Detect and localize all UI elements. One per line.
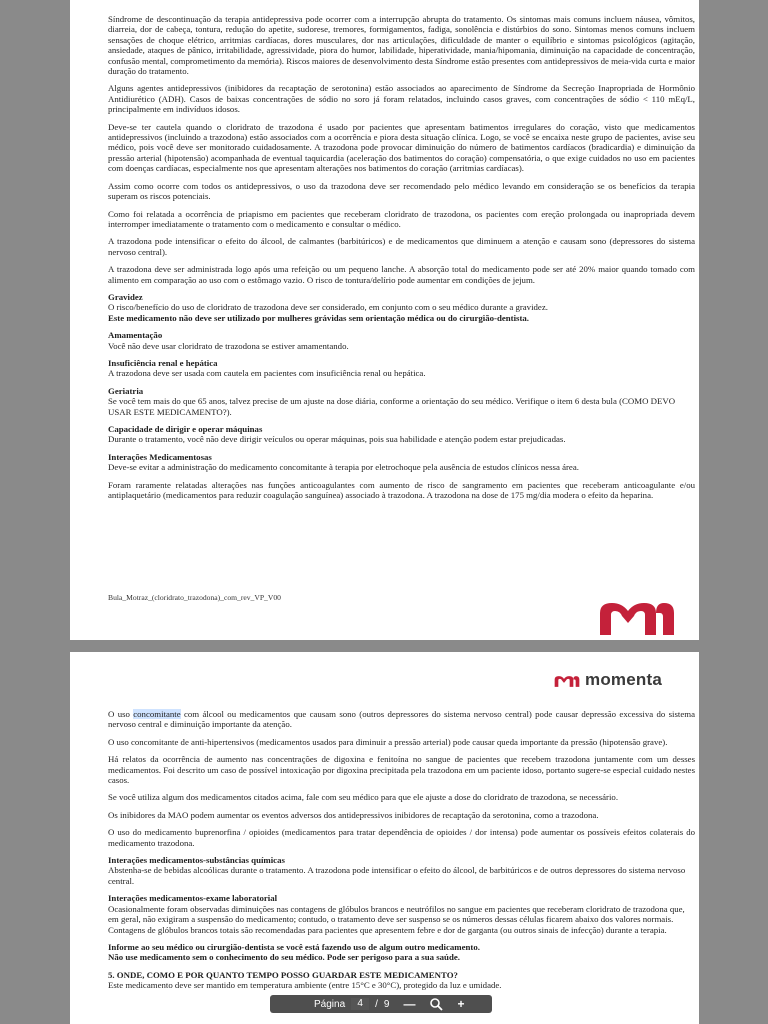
paragraph-meal: A trazodona deve ser administrada logo após uma refeição ou um pequeno lanche. A absorção total do medicamento pode ser até 20% maior quando tomado com alimento em comparação ao uso com o estômago vazio. O risco de tontura/delírio pode aumentar em condições de jejum.: [108, 264, 695, 285]
text-geriatria: Se você tem mais do que 65 anos, talvez precise de um ajuste na dose diária, conforme a orientação do seu médico. Verifique o item 6 desta bula (COMO DEVO USAR ESTE MEDICAMENTO?).: [108, 396, 676, 417]
heading-insuficiencia: Insuficiência renal e hepática: [108, 357, 218, 368]
paragraph-mao: Os inibidores da MAO podem aumentar os eventos adversos dos antidepressivos inibidores de recaptação da serotonina, como a trazodona.: [108, 809, 599, 820]
paragraph-anticoagulant: Foram raramente relatadas alterações nas funções anticoagulantes com aumento de risco de sangramento em pacientes que receberam anticoagulante e/ou antiplaquetário (medicamentos para reduzir coagulação sanguínea) associado à trazodona. A trazodona na dose de 175 mg/dia modera o efeito da heparina.: [108, 479, 695, 501]
paragraph-antihypertensive: O uso concomitante de anti-hipertensivos (medicamentos usados para diminuir a pressão arterial) pode causar queda importante da pressão (hipotensão grave).: [108, 736, 668, 747]
text-interacoes: Deve-se evitar a administração do medicamento concomitante à terapia por eletrochoque pela ausência de estudos clínicos nessa área.: [108, 462, 579, 473]
text-insuficiencia: A trazodona deve ser usada com cautela em pacientes com insuficiência renal ou hepática.: [108, 368, 426, 379]
section-warnings: [108, 942, 695, 963]
section-substances: [108, 855, 695, 886]
page-2-content: [108, 709, 695, 991]
section-amamentacao: [108, 330, 695, 351]
document-page-2: [70, 652, 699, 1024]
section-interacoes: [108, 452, 695, 473]
heading-interacoes: Interações Medicamentosas: [108, 451, 212, 462]
page-separator: /: [375, 998, 378, 1010]
section-gravidez: [108, 292, 695, 323]
footer-filename: Bula_Motraz_(cloridrato_trazodona)_com_rev_VP_V00: [108, 593, 281, 602]
warning-gravidez: Este medicamento não deve ser utilizado por mulheres grávidas sem orientação médica ou do cirurgião-dentista.: [108, 312, 529, 323]
heading-amamentacao: Amamentação: [108, 330, 163, 341]
paragraph-alcohol-concomitant: [108, 709, 695, 730]
paragraph-alcohol: A trazodona pode intensificar o efeito do álcool, de calmantes (barbitúricos) e de medicamentos que diminuem a atenção e causam sono (depressores do sistema nervoso central).: [108, 236, 695, 257]
heading-substances: Interações medicamentos-substâncias químicas: [108, 855, 285, 866]
brand-name: momenta: [585, 670, 662, 689]
heading-section-5: 5. ONDE, COMO E POR QUANTO TEMPO POSSO GUARDAR ESTE MEDICAMENTO?: [108, 969, 458, 980]
zoom-in-button[interactable]: +: [457, 997, 465, 1011]
paragraph-benefits: Assim como ocorre com todos os antidepressivos, o uso da trazodona deve ser recomendado pelo médico levando em consideração se os benefícios da terapia superam os riscos potenciais.: [108, 180, 695, 202]
text-pre: O uso: [108, 709, 134, 719]
paragraph-buprenorphine: O uso do medicamento buprenorfina / opioides (medicamentos para tratar dependência de opioides / dor intensa) pode aumentar os possíveis efeitos colaterais do medicamento trazodona.: [108, 827, 695, 848]
warning-no-self-medication: Não use medicamento sem o conhecimento do seu médico. Pode ser perigoso para a sua saúde.: [108, 952, 460, 963]
text-gravidez: O risco/benefício do uso de cloridrato de trazodona deve ser considerado, em conjunto com o seu médico durante a gravidez.: [108, 302, 548, 313]
text-lab-exam: Ocasionalmente foram observadas diminuições nas contagens de glóbulos brancos e neutrófilos no sangue em pacientes que receberam cloridrato de trazodona que, em geral, não exigiram a suspensão do medicamento; contudo, o tratamento deve ser suspenso se os números dessas células ficarem abaixo dos valores normais. Contagens de glóbulos brancos totais são recomendadas para pacientes que apresentem febre e dor de garganta (ou outros sinais de infecção) durante a terapia.: [108, 903, 685, 935]
section-dirigir: [108, 424, 695, 445]
page-label: Página: [314, 998, 346, 1010]
section-geriatria: [108, 386, 695, 417]
document-page-1: [70, 0, 699, 640]
paragraph-digoxin: Há relatos da ocorrência de aumento nas concentrações de digoxina e fenitoína no sangue de pacientes que recebem trazodona juntamente com um desses medicamentos. Foi descrito um caso de possível intoxicação por digoxina precipitada pela trazodona em um paciente idoso, portanto sugere-se especial cuidado nestes casos.: [108, 754, 696, 786]
paragraph-cardiac: Deve-se ter cautela quando o cloridrato de trazodona é usado por pacientes que apresentam batimentos irregulares do coração, visto que medicamentos antidepressivos (incluindo a trazodona) estão associados com a ocorrência e piora desta situação clínica. Logo, se você se encaixa neste grupo de pacientes, avise seu médico, pois você deve ser monitorado cuidadosamente. A trazodona pode provocar diminuição do número de batimentos cardíacos (bradicardia) e diminuição da pressão arterial (hipotensão) acompanhada de eventual taquicardia (aceleração dos batimentos do coração) compensatória, o que exige cuidados no uso em pacientes com doenças cardíacas, especialmente nos que apresentam alterações nos batimentos do coração (arritmias cardíacas).: [108, 121, 695, 174]
current-page-input[interactable]: 4: [351, 998, 369, 1010]
pdf-page-toolbar: [270, 995, 492, 1013]
paragraph-discontinuation: Síndrome de descontinuação da terapia antidepressiva pode ocorrer com a interrupção abrupta do tratamento. Os sintomas mais comuns incluem náusea, vômitos, diarreia, dor de cabeça, tontura, redução do apetite, sudorese, tremores, formigamentos, fadiga, sonolência e distúrbios do sono. Sintomas menos comuns incluem sensações de choque elétrico, arritmias cardíacas, dores musculares, dor nas articulações, dificuldade de manter o equilíbrio e sintomas psicológicos (agitação, ansiedade, ataques de pânico, irritabilidade, agressividade, piora do humor, labilidade, hiperatividade, mania/hipomania, diminuição na capacidade de concentração, confusão mental, comprometimento da memória). Riscos maiores de desenvolvimento desta Síndrome estão presentes com antidepressivos de meia-vida curta e maior duração do tratamento.: [108, 14, 695, 77]
heading-lab-exam: Interações medicamentos-exame laboratorial: [108, 893, 278, 904]
section-lab-exam: [108, 893, 695, 935]
momenta-small-logo-icon: [554, 672, 580, 691]
magnifier-icon[interactable]: [429, 997, 443, 1011]
total-pages: 9: [383, 998, 390, 1010]
momenta-logo-icon: [598, 601, 676, 637]
zoom-out-button[interactable]: —: [403, 997, 416, 1011]
paragraph-adjust-dose: Se você utiliza algum dos medicamentos citados acima, fale com seu médico para que ele ajuste a dose do cloridrato de trazodona, se necessário.: [108, 792, 619, 803]
text-substances: Abstenha-se de bebidas alcoólicas durante o tratamento. A trazodona pode intensificar o efeito do álcool, de barbitúricos e de outros depressores do sistema nervoso central.: [108, 865, 686, 886]
highlighted-word[interactable]: concomitante: [133, 709, 181, 719]
paragraph-priapism: Como foi relatada a ocorrência de priapismo em pacientes que receberam cloridrato de trazodona, os pacientes com ereção prolongada ou inapropriada devem interromper imediatamente o tratamento com o medicamento e consultar o médico.: [108, 208, 695, 229]
page-1-content: [108, 14, 695, 507]
text-dirigir: Durante o tratamento, você não deve dirigir veículos ou operar máquinas, pois sua habilidade e atenção podem estar prejudicadas.: [108, 434, 566, 445]
text-amamentacao: Você não deve usar cloridrato de trazodona se estiver amamentando.: [108, 340, 349, 351]
warning-inform-doctor: Informe ao seu médico ou cirurgião-dentista se você está fazendo uso de algum outro medicamento.: [108, 941, 480, 952]
heading-gravidez: Gravidez: [108, 291, 143, 302]
section-insuficiencia: [108, 358, 695, 379]
heading-dirigir: Capacidade de dirigir e operar máquinas: [108, 424, 263, 434]
heading-geriatria: Geriatria: [108, 385, 144, 396]
text-post: com álcool ou medicamentos que causam sono (outros depressores do sistema nervoso central) pode causar depressão excessiva do sistema nervoso central e diminuição importante da atenção.: [108, 709, 695, 730]
paragraph-adh: Alguns agentes antidepressivos (inibidores da recaptação de serotonina) estão associados ao aparecimento de Síndrome da Secreção Inapropriada de Hormônio Antidiurético (ADH). Casos de baixas concentrações de sódio no soro já foram relatados, incluindo casos graves, com concentrações de sódio < 110 mEq/L, principalmente em indivíduos idosos.: [108, 83, 695, 115]
text-section-5: Este medicamento deve ser mantido em temperatura ambiente (entre 15°C e 30°C), protegido da luz e umidade.: [108, 980, 502, 991]
